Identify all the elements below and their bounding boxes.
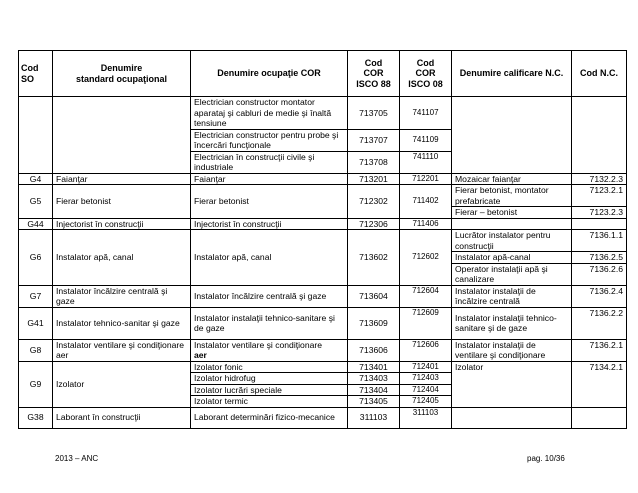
cell-cod-so xyxy=(19,97,53,174)
cell-standard: Instalator încălzire centrală şi gaze xyxy=(53,285,191,307)
table-row xyxy=(19,407,627,428)
cell-ocupatie: Instalator apă, canal xyxy=(191,230,348,286)
cell-calificare: Instalator apă-canal xyxy=(452,252,572,264)
cell-ocupatie: Instalator instalaţii tehnico-sanitare şi de gaze xyxy=(191,307,348,339)
cell-isco88: 713606 xyxy=(348,339,400,361)
occupations-table xyxy=(18,50,627,429)
cell-isco88: 713405 xyxy=(348,396,400,408)
cell-isco08: 712405 xyxy=(400,396,452,408)
cell-standard: Izolator xyxy=(53,361,191,407)
table-header-row xyxy=(19,51,627,97)
cell-cod-nc xyxy=(572,407,627,428)
cell-cod-nc: 7136.2.4 xyxy=(572,285,627,307)
cell-cod-nc: 7123.2.3 xyxy=(572,207,627,219)
cell-cod-nc: 7123.2.1 xyxy=(572,185,627,207)
cell-calificare: Izolator xyxy=(452,361,572,407)
header-cod-nc: Cod N.C. xyxy=(572,51,627,97)
cell-cod-nc: 7136.1.1 xyxy=(572,230,627,252)
header-ocupatie-cor: Denumire ocupaţie COR xyxy=(191,51,348,97)
table-row xyxy=(19,173,627,185)
cell-cod-nc: 7136.2.6 xyxy=(572,263,627,285)
cell-cod-so: G41 xyxy=(19,307,53,339)
cell-isco08: 712201 xyxy=(400,173,452,185)
header-cod-so: Cod SO xyxy=(19,51,53,97)
table-row xyxy=(19,185,627,207)
cell-isco88: 713401 xyxy=(348,361,400,373)
cell-isco08: 712602 xyxy=(400,230,452,286)
cell-calificare: Lucrător instalator pentru construcţii xyxy=(452,230,572,252)
cell-calificare: Instalator instalaţii de încălzire centrală xyxy=(452,285,572,307)
cell-ocupatie: Faianţar xyxy=(191,173,348,185)
cell-ocupatie: Izolator hidrofug xyxy=(191,373,348,385)
cell-ocupatie: Electrician constructor montator aparataj şi cabluri de medie şi înaltă tensiune xyxy=(191,97,348,130)
cell-isco88: 713705 xyxy=(348,97,400,130)
ocupatie-line-2: aer xyxy=(194,350,207,360)
table-row xyxy=(19,230,627,252)
cell-ocupatie: Injectorist în construcţii xyxy=(191,218,348,230)
cell-isco88: 712302 xyxy=(348,185,400,219)
cell-ocupatie: Electrician în construcţii civile şi industriale xyxy=(191,151,348,173)
cell-isco08: 712604 xyxy=(400,285,452,307)
cell-isco08: 711402 xyxy=(400,185,452,219)
cell-isco88: 311103 xyxy=(348,407,400,428)
cell-isco08: 712609 xyxy=(400,307,452,339)
cell-isco08: 741107 xyxy=(400,97,452,130)
cell-standard xyxy=(53,97,191,174)
cell-isco08: 712404 xyxy=(400,384,452,396)
cell-isco88: 713609 xyxy=(348,307,400,339)
cell-isco08: 712403 xyxy=(400,373,452,385)
header-isco08: Cod COR ISCO 08 xyxy=(400,51,452,97)
cell-calificare: Fierar – betonist xyxy=(452,207,572,219)
cell-standard: Injectorist în construcţii xyxy=(53,218,191,230)
table-row xyxy=(19,307,627,339)
page-number: pag. 10/36 xyxy=(527,454,565,463)
table-row xyxy=(19,339,627,361)
cell-cod-nc: 7136.2.5 xyxy=(572,252,627,264)
cell-cod-so: G8 xyxy=(19,339,53,361)
cell-isco08: 712606 xyxy=(400,339,452,361)
cell-isco88: 713201 xyxy=(348,173,400,185)
cell-cod-so: G5 xyxy=(19,185,53,219)
cell-ocupatie: Izolator termic xyxy=(191,396,348,408)
cell-calificare: Instalator instalaţii de ventilare şi condiţionare xyxy=(452,339,572,361)
cell-isco88: 713707 xyxy=(348,129,400,151)
cell-ocupatie: Fierar betonist xyxy=(191,185,348,219)
cell-cod-nc xyxy=(572,218,627,230)
cell-standard: Instalator tehnico-sanitar şi gaze xyxy=(53,307,191,339)
cell-ocupatie: Instalator încălzire centrală şi gaze xyxy=(191,285,348,307)
cell-cod-nc: 7132.2.3 xyxy=(572,173,627,185)
table-row xyxy=(19,361,627,373)
footer-left: 2013 – ANC xyxy=(55,454,99,463)
cell-isco08: 311103 xyxy=(400,407,452,428)
cell-standard: Instalator ventilare şi condiţionare aer xyxy=(53,339,191,361)
cell-isco88: 713602 xyxy=(348,230,400,286)
cell-standard: Laborant în construcţii xyxy=(53,407,191,428)
cell-ocupatie: Laborant determinări fizico-mecanice xyxy=(191,407,348,428)
cell-calificare xyxy=(452,97,572,174)
cell-ocupatie: Izolator lucrări speciale xyxy=(191,384,348,396)
cell-isco08: 711406 xyxy=(400,218,452,230)
cell-cod-so: G9 xyxy=(19,361,53,407)
table-row xyxy=(19,285,627,307)
header-calificare: Denumire calificare N.C. xyxy=(452,51,572,97)
cell-cod-nc: 7136.2.2 xyxy=(572,307,627,339)
cell-ocupatie xyxy=(191,339,348,361)
cell-calificare: Mozaicar faianţar xyxy=(452,173,572,185)
header-isco88: Cod COR ISCO 88 xyxy=(348,51,400,97)
cell-isco88: 713708 xyxy=(348,151,400,173)
cell-cod-nc xyxy=(572,97,627,174)
cell-cod-nc: 7134.2.1 xyxy=(572,361,627,407)
cell-calificare xyxy=(452,407,572,428)
cell-isco88: 713403 xyxy=(348,373,400,385)
cell-isco88: 713604 xyxy=(348,285,400,307)
cell-cod-nc: 7136.2.1 xyxy=(572,339,627,361)
cell-cod-so: G44 xyxy=(19,218,53,230)
cell-standard: Fierar betonist xyxy=(53,185,191,219)
cell-cod-so: G4 xyxy=(19,173,53,185)
cell-standard: Faianţar xyxy=(53,173,191,185)
table-row xyxy=(19,218,627,230)
cell-cod-so: G7 xyxy=(19,285,53,307)
cell-calificare xyxy=(452,218,572,230)
cell-calificare: Operator instalaţii apă şi canalizare xyxy=(452,263,572,285)
cell-ocupatie: Izolator fonic xyxy=(191,361,348,373)
cell-calificare: Fierar betonist, montator prefabricate xyxy=(452,185,572,207)
header-denumire-standard: Denumire standard ocupaţional xyxy=(53,51,191,97)
cell-isco08: 741109 xyxy=(400,129,452,151)
cell-ocupatie: Electrician constructor pentru probe şi încercări funcţionale xyxy=(191,129,348,151)
cell-calificare: Instalator instalaţii tehnico-sanitare şi de gaze xyxy=(452,307,572,339)
cell-isco08: 741110 xyxy=(400,151,452,173)
table-row xyxy=(19,97,627,130)
cell-cod-so: G38 xyxy=(19,407,53,428)
cell-standard: Instalator apă, canal xyxy=(53,230,191,286)
cell-isco88: 713404 xyxy=(348,384,400,396)
ocupatie-line-1: Instalator ventilare şi condiţionare xyxy=(194,339,323,350)
cell-cod-so: G6 xyxy=(19,230,53,286)
cell-isco88: 712306 xyxy=(348,218,400,230)
cell-isco08: 712401 xyxy=(400,361,452,373)
